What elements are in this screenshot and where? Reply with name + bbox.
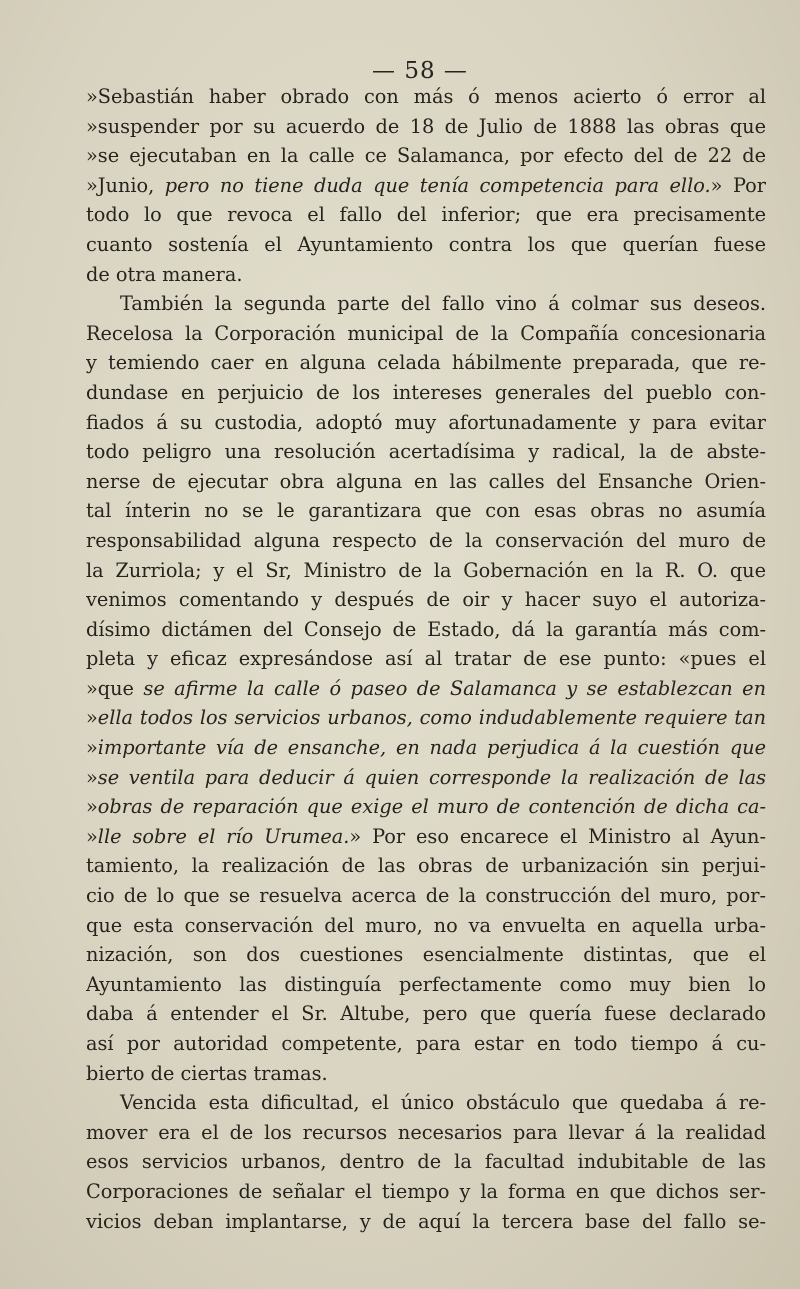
quoted-italic-text: pero no tiene duda que tenía competencia para ello.: [164, 173, 711, 197]
text-run: »: [86, 765, 98, 789]
paragraph-start-line: También la segunda parte del fallo vino á colmar sus deseos.: [120, 292, 766, 316]
quoted-italic-text: obras de reparación que exige el muro de contención de dicha ca-: [97, 795, 766, 819]
text-line: »Sebastián haber obrado con más ó menos acierto ó error al: [86, 85, 766, 108]
text-line: vicios deban implantarse, y de aquí la tercera base del fallo se-: [86, 1209, 766, 1233]
quoted-italic-text: importante vía de ensanche, en nada perjudica á la cuestión que: [97, 736, 766, 760]
text-run: »: [86, 706, 98, 730]
text-line: todo peligro una resolución acertadísima y radical, la de abste-: [86, 440, 766, 464]
text-line: nización, son dos cuestiones esencialmente distintas, que el: [86, 943, 766, 967]
text-run: »: [86, 824, 98, 848]
text-line: dundase en perjuicio de los intereses generales del pueblo con-: [86, 380, 766, 404]
text-run: » Por eso encarece el Ministro al Ayun-: [349, 824, 766, 848]
body-text: [86, 82, 766, 1236]
text-line: así por autoridad competente, para estar en todo tiempo á cu-: [86, 1032, 766, 1055]
text-line: Recelosa la Corporación municipal de la Compañía concesionaria: [86, 321, 766, 345]
text-line: bierto de ciertas tramas.: [86, 1061, 328, 1085]
text-line: mover era el de los recursos necesarios para llevar á la realidad: [86, 1120, 766, 1144]
text-line: responsabilidad alguna respecto de la conservación del muro de: [86, 528, 766, 552]
text-run: »: [86, 795, 98, 819]
text-line: cuanto sostenía el Ayuntamiento contra los que querían fuese: [86, 232, 766, 256]
text-line: venimos comentando y después de oir y hacer suyo el autoriza-: [86, 588, 766, 612]
quoted-italic-text: lle sobre el río Urumea.: [97, 824, 350, 848]
text-line: todo lo que revoca el fallo del inferior; que era precisamente: [86, 203, 766, 227]
text-line: Ayuntamiento las distinguía perfectamente como muy bien lo: [86, 972, 766, 996]
text-line: Corporaciones de señalar el tiempo y la forma en que dichos ser-: [86, 1179, 766, 1203]
text-run: »: [86, 736, 98, 760]
text-line: [86, 822, 766, 852]
text-run: »que: [86, 676, 144, 700]
text-line: tal ínterin no se le garantizara que con esas obras no asumía: [86, 499, 766, 523]
quoted-italic-text: ella todos los servicios urbanos, como indudablemente requiere tan: [97, 706, 766, 730]
quoted-italic-text: se ventila para deducir á quien corresponde la realización de las: [97, 765, 766, 789]
text-line: de otra manera.: [86, 262, 243, 286]
text-line: la Zurriola; y el Sr, Ministro de la Gobernación en la R. O. que: [86, 558, 766, 582]
text-line: nerse de ejecutar obra alguna en las calles del Ensanche Orien-: [86, 469, 766, 493]
page-number: — 58 —: [372, 58, 468, 84]
text-line: fiados á su custodia, adoptó muy afortunadamente y para evitar: [86, 410, 766, 434]
text-line: cio de lo que se resuelva acerca de la construcción del muro, por-: [86, 884, 766, 908]
text-line: [86, 792, 766, 822]
text-run: » Por: [710, 173, 766, 197]
text-line: tamiento, la realización de las obras de urbanización sin perjui-: [86, 854, 766, 878]
text-line: »se ejecutaban en la calle ce Salamanca, por efecto del de 22 de: [86, 144, 766, 168]
text-line: daba á entender el Sr. Altube, pero que quería fuese declarado: [86, 1002, 766, 1026]
text-line: [86, 703, 766, 733]
text-line: [86, 763, 766, 793]
text-line: pleta y eficaz expresándose así al tratar de ese punto: «pues el: [86, 647, 766, 671]
text-line: y temiendo caer en alguna celada hábilmente preparada, que re-: [86, 351, 766, 375]
text-line: dísimo dictámen del Consejo de Estado, dá la garantía más com-: [86, 617, 766, 641]
text-line: [86, 674, 766, 704]
text-run: »Junio,: [86, 173, 165, 197]
quoted-italic-text: se afirme la calle ó paseo de Salamanca y se establezcan en: [143, 676, 766, 700]
text-line: »suspender por su acuerdo de 18 de Julio de 1888 las obras que: [86, 114, 766, 138]
text-line: [86, 733, 766, 763]
text-line: que esta conservación del muro, no va envuelta en aquella urba-: [86, 913, 766, 937]
text-line: esos servicios urbanos, dentro de la facultad indubitable de las: [86, 1150, 766, 1174]
text-line: [86, 171, 766, 201]
paragraph-start-line: Vencida esta dificultad, el único obstáculo que quedaba á re-: [120, 1091, 766, 1115]
